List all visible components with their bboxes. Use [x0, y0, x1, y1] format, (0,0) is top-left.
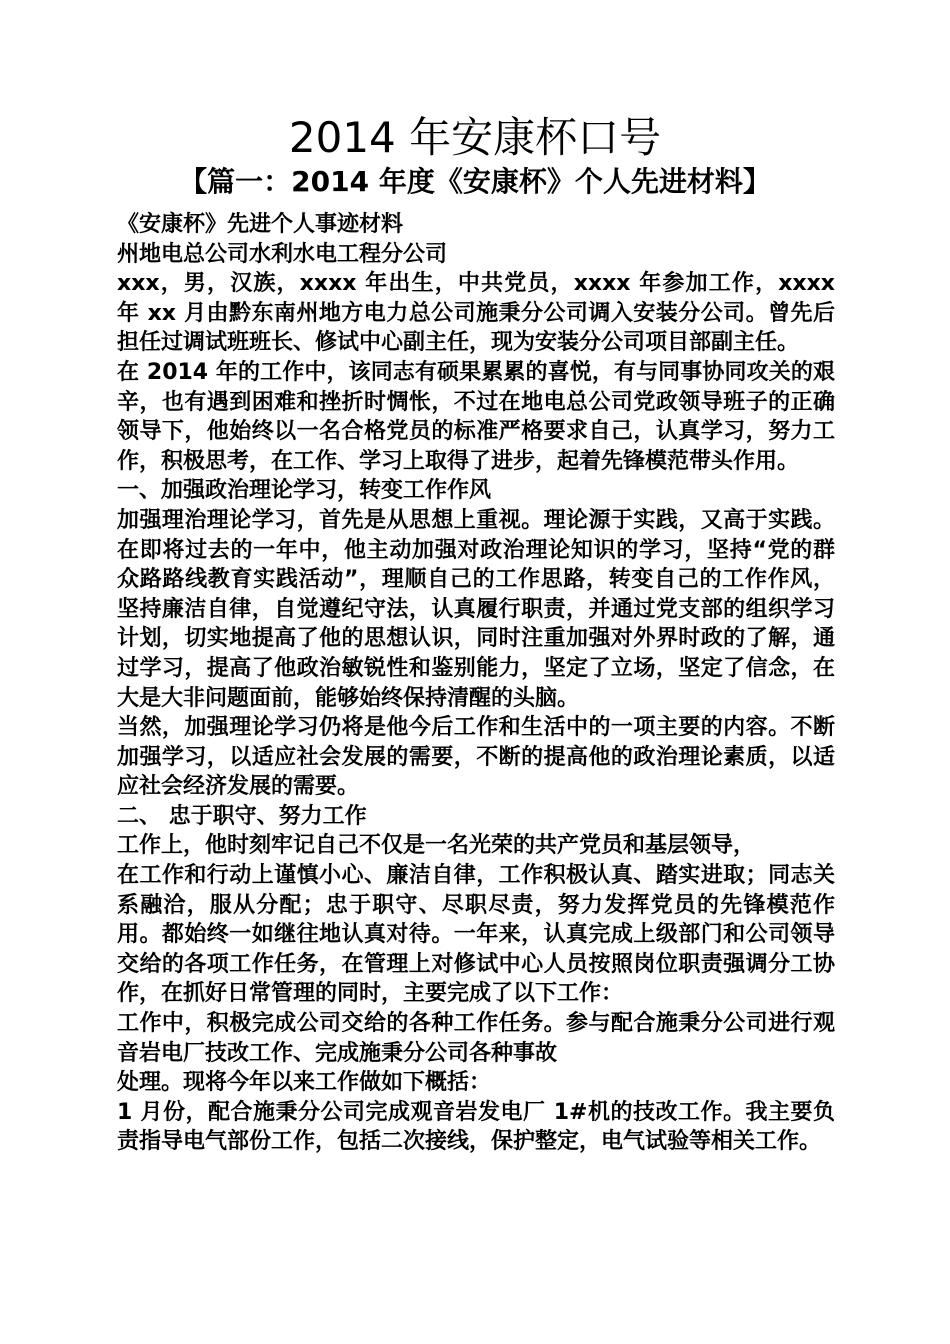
paragraph: 在工作和行动上谨慎小心、廉洁自律，工作积极认真、踏实进取；同志关系融洽，服从分配；忠于职守、尽职尽责，努力发挥党员的先锋模范作用。都始终一如继往地认真对待。一年来，认真完成上级部门和公司领导交给的各项工作任务，在管理上对修试中心人员按照岗位职责强调分工协作，在抓好日常管理的同时，主要完成了以下工作：: [117, 863, 835, 1007]
paragraph: 处理。现将今年以来工作做如下概括：: [117, 1070, 492, 1096]
paragraph: xxx，男，汉族，xxxx 年出生，中共党员，xxxx 年参加工作，xxxx 年 xx 月由黔东南州地方电力总公司施秉分公司调入安装分公司。曾先后担任过调试班班长、修试中心副主任，现为安装分公司项目部副主任。: [117, 271, 835, 356]
section-heading: 二、 忠于职守、努力工作: [117, 803, 367, 829]
paragraph: 在 2014 年的工作中，该同志有硕果累累的喜悦，有与同事协同攻关的艰辛，也有遇到困难和挫折时惆怅，不过在地电总公司党政领导班子的正确领导下，他始终以一名合格党员的标准严格要求自己，认真学习，努力工作，积极思考，在工作、学习上取得了进步，起着先锋模范带头作用。: [117, 359, 835, 474]
document-body: [117, 210, 835, 1157]
section-heading: 一、加强政治理论学习，转变工作作风: [117, 478, 492, 504]
paragraph: 加强理治理论学习，首先是从思想上重视。理论源于实践，又高于实践。在即将过去的一年中，他主动加强对政治理论知识的学习，坚持“党的群众路路线教育实践活动”，理顺自己的工作思路，转变自己的工作作风，坚持廉洁自律，自觉遵纪守法，认真履行职责，并通过党支部的组织学习计划，切实地提高了他的思想认识，同时注重加强对外界时政的了解，通过学习，提高了他政治敏锐性和鉴别能力，坚定了立场，坚定了信念，在大是大非问题面前，能够始终保持清醒的头脑。: [117, 507, 835, 711]
paragraph: 当然，加强理论学习仍将是他今后工作和生活中的一项主要的内容。不断加强学习，以适应社会发展的需要，不断的提高他的政治理论素质，以适应社会经济发展的需要。: [117, 715, 835, 800]
paragraph: 1 月份，配合施秉分公司完成观音岩发电厂 1#机的技改工作。我主要负责指导电气部份工作，包括二次接线，保护整定，电气试验等相关工作。: [117, 1099, 835, 1155]
section-heading: 《安康杯》先进个人事迹材料: [117, 212, 404, 237]
paragraph: 工作上，他时刻牢记自己不仅是一名光荣的共产党员和基层领导，: [117, 833, 756, 859]
page-title: 2014 年安康杯口号: [288, 113, 662, 162]
organization-line: 州地电总公司水利水电工程分公司: [117, 241, 448, 267]
page-subtitle: 【篇一：2014 年度《安康杯》个人先进材料】: [179, 165, 771, 198]
paragraph: 工作中，积极完成公司交给的各种工作任务。参与配合施秉分公司进行观音岩电厂技改工作、完成施秉分公司各种事故: [117, 1011, 835, 1066]
